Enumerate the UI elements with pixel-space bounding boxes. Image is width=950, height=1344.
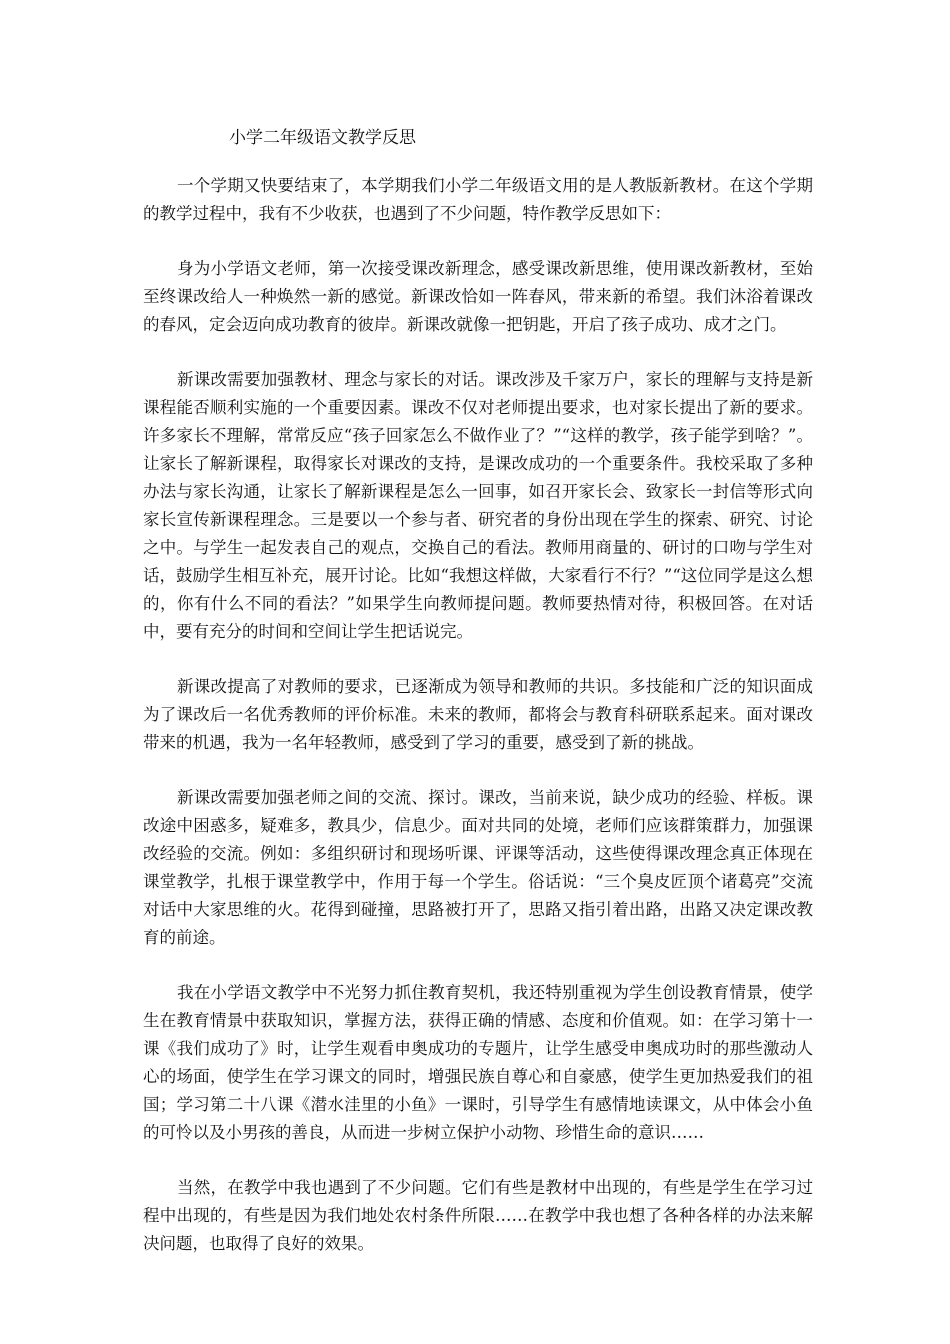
document-title: 小学二年级语文教学反思 (229, 128, 416, 148)
paragraph-teacher-exchange: 新课改需要加强老师之间的交流、探讨。课改，当前来说，缺少成功的经验、样板。课改途中困惑多，疑难多，教具少，信息少。面对共同的处境，老师们应该群策群力，加强课改经验的交流。例如：多组织研讨和现场听课、评课等活动，这些使得课改理念真正体现在课堂教学，扎根于课堂教学中，作用于每一个学生。俗话说：“三个臭皮匠顶个诸葛亮”交流对话中大家思维的火。花得到碰撞，思路被打开了，思路又指引着出路，出路又决定课改教育的前途。 (143, 788, 813, 947)
paragraph-intro: 一个学期又快要结束了，本学期我们小学二年级语文用的是人教版新教材。在这个学期的教学过程中，我有不少收获，也遇到了不少问题，特作教学反思如下： (143, 176, 813, 223)
paragraph-new-curriculum-feeling: 身为小学语文老师，第一次接受课改新理念，感受课改新思维，使用课改新教材，至始至终课改给人一种焕然一新的感觉。新课改恰如一阵春风，带来新的希望。我们沐浴着课改的春风，定会迈向成功教育的彼岸。新课改就像一把钥匙，开启了孩子成功、成才之门。 (143, 259, 813, 334)
paragraph-problems: 当然，在教学中我也遇到了不少问题。它们有些是教材中出现的，有些是学生在学习过程中出现的，有些是因为我们地处农村条件所限……在教学中我也想了各种各样的办法来解决问题，也取得了良好的效果。 (143, 1178, 813, 1253)
paragraph-parent-dialogue: 新课改需要加强教材、理念与家长的对话。课改涉及千家万户，家长的理解与支持是新课程能否顺利实施的一个重要因素。课改不仅对老师提出要求，也对家长提出了新的要求。许多家长不理解，常常反应“孩子回家怎么不做作业了？”“这样的教学，孩子能学到啥？”。让家长了解新课程，取得家长对课改的支持，是课改成功的一个重要条件。我校采取了多种办法与家长沟通，让家长了解新课程是怎么一回事，如召开家长会、致家长一封信等形式向家长宣传新课程理念。三是要以一个参与者、研究者的身份出现在学生的探索、研究、讨论之中。与学生一起发表自己的观点，交换自己的看法。教师用商量的、研讨的口吻与学生对话，鼓励学生相互补充，展开讨论。比如“我想这样做，大家看行不行？”“这位同学是这么想的，你有什么不同的看法？”如果学生向教师提问题。教师要热情对待，积极回答。在对话中，要有充分的时间和空间让学生把话说完。 (143, 370, 813, 641)
paragraph-teacher-requirements: 新课改提高了对教师的要求，已逐渐成为领导和教师的共识。多技能和广泛的知识面成为了课改后一名优秀教师的评价标准。未来的教师，都将会与教育科研联系起来。面对课改带来的机遇，我为一名年轻教师，感受到了学习的重要，感受到了新的挑战。 (143, 677, 813, 752)
document-body (143, 172, 813, 1285)
paragraph-educational-scenarios: 我在小学语文教学中不光努力抓住教育契机，我还特别重视为学生创设教育情景，使学生在教育情景中获取知识，掌握方法，获得正确的情感、态度和价值观。如：在学习第十一课《我们成功了》时，让学生观看申奥成功的专题片，让学生感受申奥成功时的那些激动人心的场面，使学生在学习课文的同时，增强民族自尊心和自豪感，使学生更加热爱我们的祖国；学习第二十八课《潜水洼里的小鱼》一课时，引导学生有感情地读课文，从中体会小鱼的可怜以及小男孩的善良，从而进一步树立保护小动物、珍惜生命的意识…… (143, 983, 813, 1142)
